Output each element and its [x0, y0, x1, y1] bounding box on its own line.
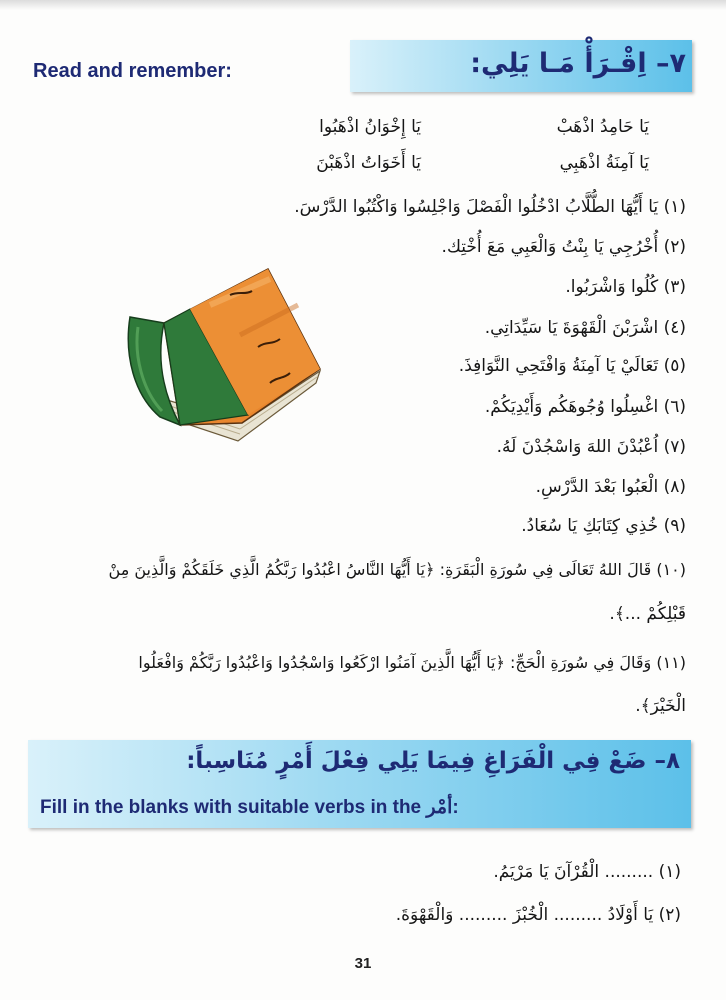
sentence-11-line-1: (١١) وَقَالَ فِي سُورَةِ الْحَجِّ: ﴿يَا أَيُّهَا الَّذِينَ آمَنُوا ارْكَعُوا وَاسْجُدُوا وَاعْبُدُوا رَبَّكُمْ وَافْعَلُوا	[138, 653, 686, 672]
sentence-10-line-1: (١٠) قَالَ اللهُ تَعَالَى فِي سُورَةِ الْبَقَرَةِ: ﴿يَا أَيُّهَا النَّاسُ اعْبُدُوا رَبَّكُمُ الَّذِي خَلَقَكُمْ وَالَّذِينَ مِنْ	[108, 560, 686, 579]
sentence-8: (٨) الْعَبُوا بَعْدَ الدَّرْسِ.	[535, 477, 686, 497]
exercise-item-2: (٢) يَا أَوْلَادُ ......... الْخُبْزَ ......... وَالْقَهْوَةَ.	[395, 905, 681, 925]
page-top-shadow	[0, 0, 726, 10]
section-7-title: ٧– اِقْـرَأْ مَـا يَلِي:	[470, 48, 686, 79]
exercise-item-1: (١) ......... الْقُرْآنَ يَا مَرْيَمُ.	[493, 862, 681, 882]
book-icon	[120, 265, 326, 445]
example-hamid: يَا حَامِدُ اذْهَبْ	[556, 117, 649, 137]
sentence-4: (٤) اشْرَبْنَ الْقَهْوَةَ يَا سَيِّدَاتِي.	[484, 318, 686, 338]
section-7-english-instruction: Read and remember:	[33, 60, 232, 82]
sentence-1: (١) يَا أَيُّهَا الطُّلَّابُ ادْخُلُوا الْفَصْلَ وَاجْلِسُوا وَاكْتُبُوا الدَّرْسَ.	[294, 197, 686, 217]
page-number: 31	[354, 955, 372, 972]
sentence-7: (٧) اُعْبُدْنَ اللهَ وَاسْجُدْنَ لَهُ.	[496, 437, 686, 457]
example-akhawat: يَا أَخَوَاتُ اذْهَبْنَ	[316, 153, 421, 173]
section-8-english-instruction: Fill in the blanks with suitable verbs in the أمْر:	[40, 797, 459, 818]
example-ikhwan: يَا إِخْوَانُ اذْهَبُوا	[319, 117, 421, 137]
section-8-title: ٨– ضَعْ فِي الْفَرَاغِ فِيمَا يَلِي فِعْلَ أَمْرٍ مُنَاسِباً:	[186, 748, 680, 774]
sentence-2: (٢) أُخْرُجِي يَا بِنْتُ وَالْعَبِي مَعَ أُخْتِك.	[441, 237, 686, 257]
sentence-9: (٩) خُذِي كِتَابَكِ يَا سُعَادُ.	[521, 516, 686, 536]
sentence-5: (٥) تَعَالَيْ يَا آمِنَةُ وَافْتَحِي النَّوَافِذَ.	[458, 356, 686, 376]
sentence-3: (٣) كُلُوا وَاشْرَبُوا.	[565, 277, 686, 297]
example-amina: يَا آمِنَةُ اذْهَبِي	[559, 153, 649, 173]
sentence-10-line-2: قَبْلِكُمْ ...﴾.	[609, 604, 686, 624]
sentence-6: (٦) اغْسِلُوا وُجُوهَكُم وَأَيْدِيَكُمْ.	[484, 397, 686, 417]
sentence-11-line-2: الْخَيْرَ﴾.	[635, 696, 686, 716]
